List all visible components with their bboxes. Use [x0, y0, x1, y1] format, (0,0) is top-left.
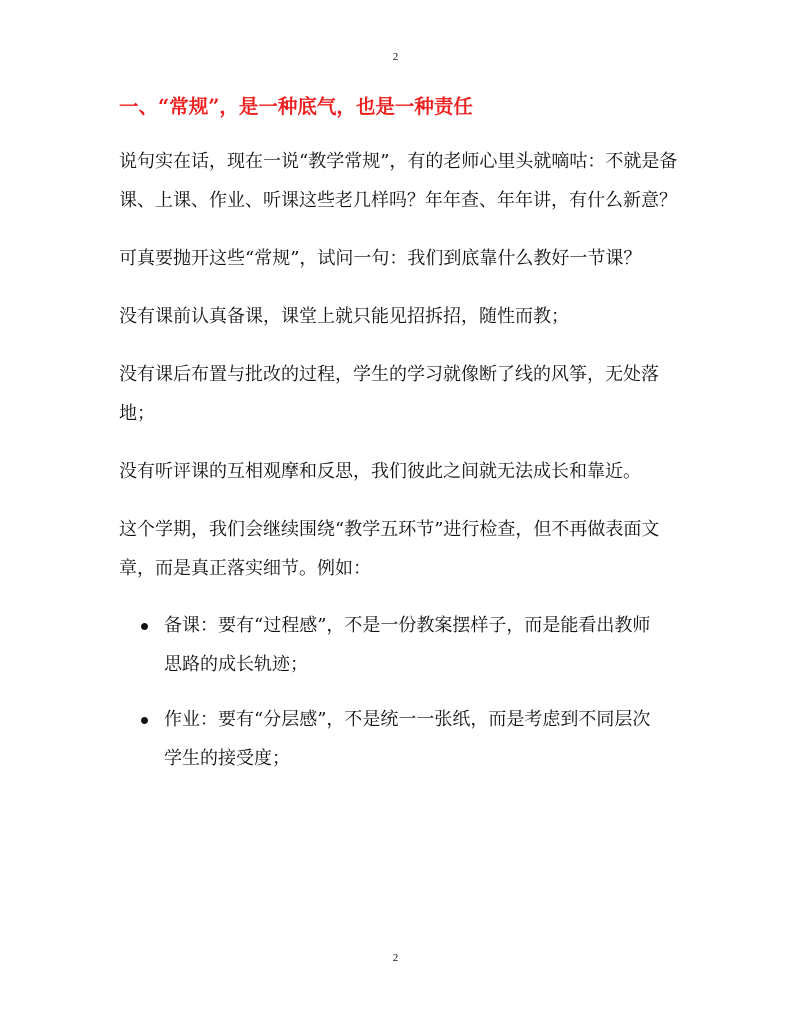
paragraph-intro: 说句实在话，现在一说“教学常规”，有的老师心里头就嘀咕：不就是备课、上课、作业、听课这些老几样吗？年年查、年年讲，有什么新意？: [119, 151, 678, 211]
paragraph-lesson-prep: 没有课前认真备课，课堂上就只能见招拆招，随性而教；: [119, 306, 569, 327]
page-number-top: 2: [392, 51, 399, 63]
list-item-text: 备课：要有“过程感”，不是一份教案摆样子，而是能看出教师思路的成长轨迹；: [164, 615, 651, 675]
bullet-dot-icon: [141, 717, 148, 724]
paragraph-semester-plan: 这个学期，我们会继续围绕“教学五环节”进行检查，但不再做表面文章，而是真正落实细节。例如：: [119, 519, 660, 579]
document-body: [119, 89, 679, 778]
page-number-bottom: 2: [392, 952, 399, 964]
bullet-list: [119, 606, 679, 778]
list-item: [119, 606, 664, 684]
paragraph-observation: 没有听评课的互相观摩和反思，我们彼此之间就无法成长和靠近。: [119, 461, 641, 482]
bullet-dot-icon: [141, 623, 148, 630]
list-item-text: 作业：要有“分层感”，不是统一一张纸，而是考虑到不同层次学生的接受度；: [164, 709, 651, 769]
list-item: [119, 700, 664, 778]
section-heading: 一、“常规”，是一种底气，也是一种责任: [119, 95, 473, 118]
paragraph-homework: 没有课后布置与批改的过程，学生的学习就像断了线的风筝，无处落地；: [119, 364, 659, 424]
paragraph-question: 可真要抛开这些“常规”，试问一句：我们到底靠什么教好一节课？: [119, 248, 642, 269]
